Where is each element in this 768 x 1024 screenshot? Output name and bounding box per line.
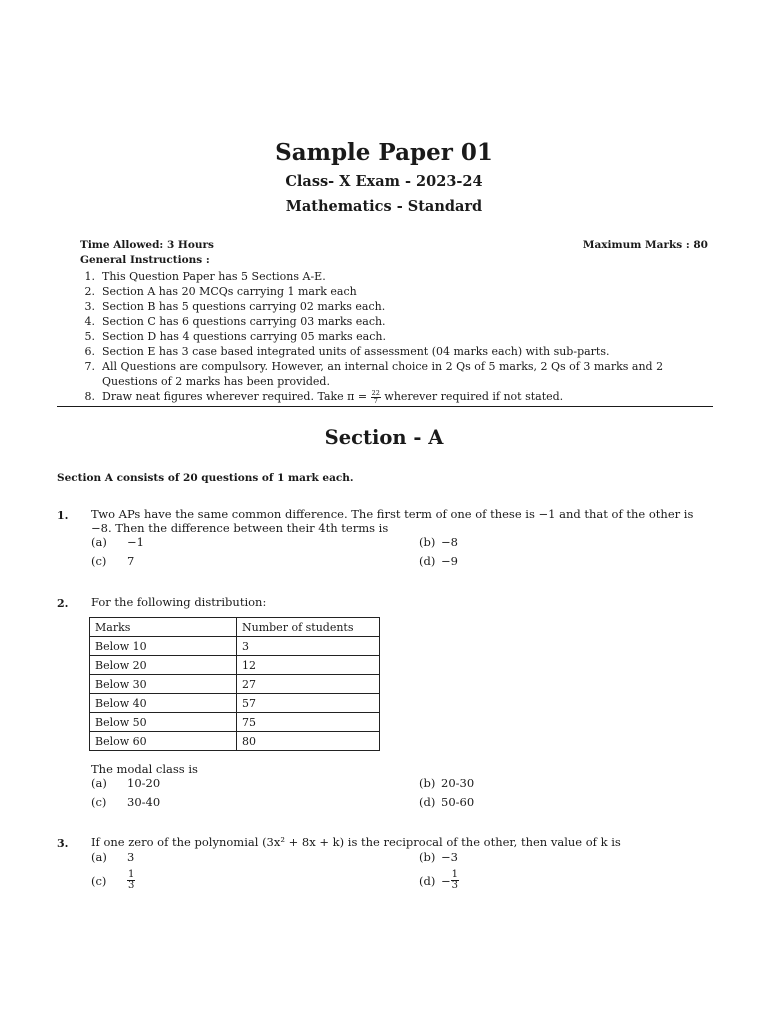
q2-option-c: (c) 30-40 [91, 795, 161, 809]
q1-option-a: (a) −1 [91, 535, 144, 549]
table-row: Below 30 27 [90, 675, 380, 694]
question-3-text: If one zero of the polynomial (3x² + 8x + k) is the reciprocal of the other, then value of k is [91, 835, 621, 849]
instruction-item: 8. Draw neat figures wherever required. Take π = $\frac{22}{7}$ wherever required if not stated. [84, 388, 564, 405]
section-description: Section A consists of 20 questions of 1 mark each. [57, 472, 354, 484]
instruction-item: 4. Section C has 6 questions carrying 03 marks each. [84, 315, 386, 328]
pi-fraction: $\frac{22}{7}$ [371, 388, 380, 405]
instruction-item: 6. Section E has 3 case based integrated units of assessment (04 marks each) with sub-parts. [84, 345, 610, 358]
instructions-list [78, 269, 718, 405]
instruction-item: 5. Section D has 4 questions carrying 05 marks each. [84, 330, 386, 343]
class-line: Class- X Exam - 2023-24 [285, 173, 483, 190]
table-row: Below 40 57 [90, 694, 380, 713]
instruction-item: 2. Section A has 20 MCQs carrying 1 mark each [84, 285, 357, 298]
table-row: Below 20 12 [90, 656, 380, 675]
section-title: Section - A [324, 426, 444, 449]
q3-option-b: (b) −3 [419, 850, 458, 864]
instructions-heading: General Instructions : [80, 254, 210, 266]
question-1-number: 1. [57, 509, 69, 522]
question-2-prompt: The modal class is [91, 762, 198, 776]
table-row: Below 10 3 [90, 637, 380, 656]
fraction-one-third: $\frac{1}{3}$ [128, 869, 135, 891]
q3-option-d: (d) − $\frac{1}{3}$ [419, 869, 459, 891]
q1-option-b: (b) −8 [419, 535, 458, 549]
paper-title: Sample Paper 01 [275, 139, 493, 166]
question-2-number: 2. [57, 597, 69, 610]
q1-option-c: (c) 7 [91, 554, 135, 568]
q2-option-a: (a) 10-20 [91, 776, 161, 790]
subject-line: Mathematics - Standard [285, 198, 483, 215]
q3-option-c: (c) $\frac{1}{3}$ [91, 869, 135, 891]
question-1-text: Two APs have the same common difference. The first term of one of these is −1 and that of the other is −8. Then the difference between their 4th terms is [91, 507, 694, 535]
q3-option-a: (a) 3 [91, 850, 135, 864]
time-allowed: Time Allowed: 3 Hours [80, 239, 214, 251]
instruction-item: 7. All Questions are compulsory. However, an internal choice in 2 Qs of 5 marks, 2 Qs of 3 marks and 2 Questions of 2 marks has been provided. [84, 360, 664, 388]
instruction-item: 1. This Question Paper has 5 Sections A-E. [84, 270, 326, 283]
question-3-number: 3. [57, 837, 69, 850]
table-header-row: Marks Number of students [90, 618, 380, 637]
distribution-table [89, 617, 380, 751]
maximum-marks: Maximum Marks : 80 [582, 239, 708, 251]
table-row: Below 60 80 [90, 732, 380, 751]
q1-option-d: (d) −9 [419, 554, 458, 568]
question-2-text: For the following distribution: [91, 595, 267, 609]
fraction-one-third: $\frac{1}{3}$ [451, 869, 459, 891]
q2-option-b: (b) 20-30 [419, 776, 475, 790]
table-row: Below 50 75 [90, 713, 380, 732]
instruction-item: 3. Section B has 5 questions carrying 02 marks each. [84, 300, 386, 313]
divider-line [57, 406, 713, 407]
q2-option-d: (d) 50-60 [419, 795, 475, 809]
